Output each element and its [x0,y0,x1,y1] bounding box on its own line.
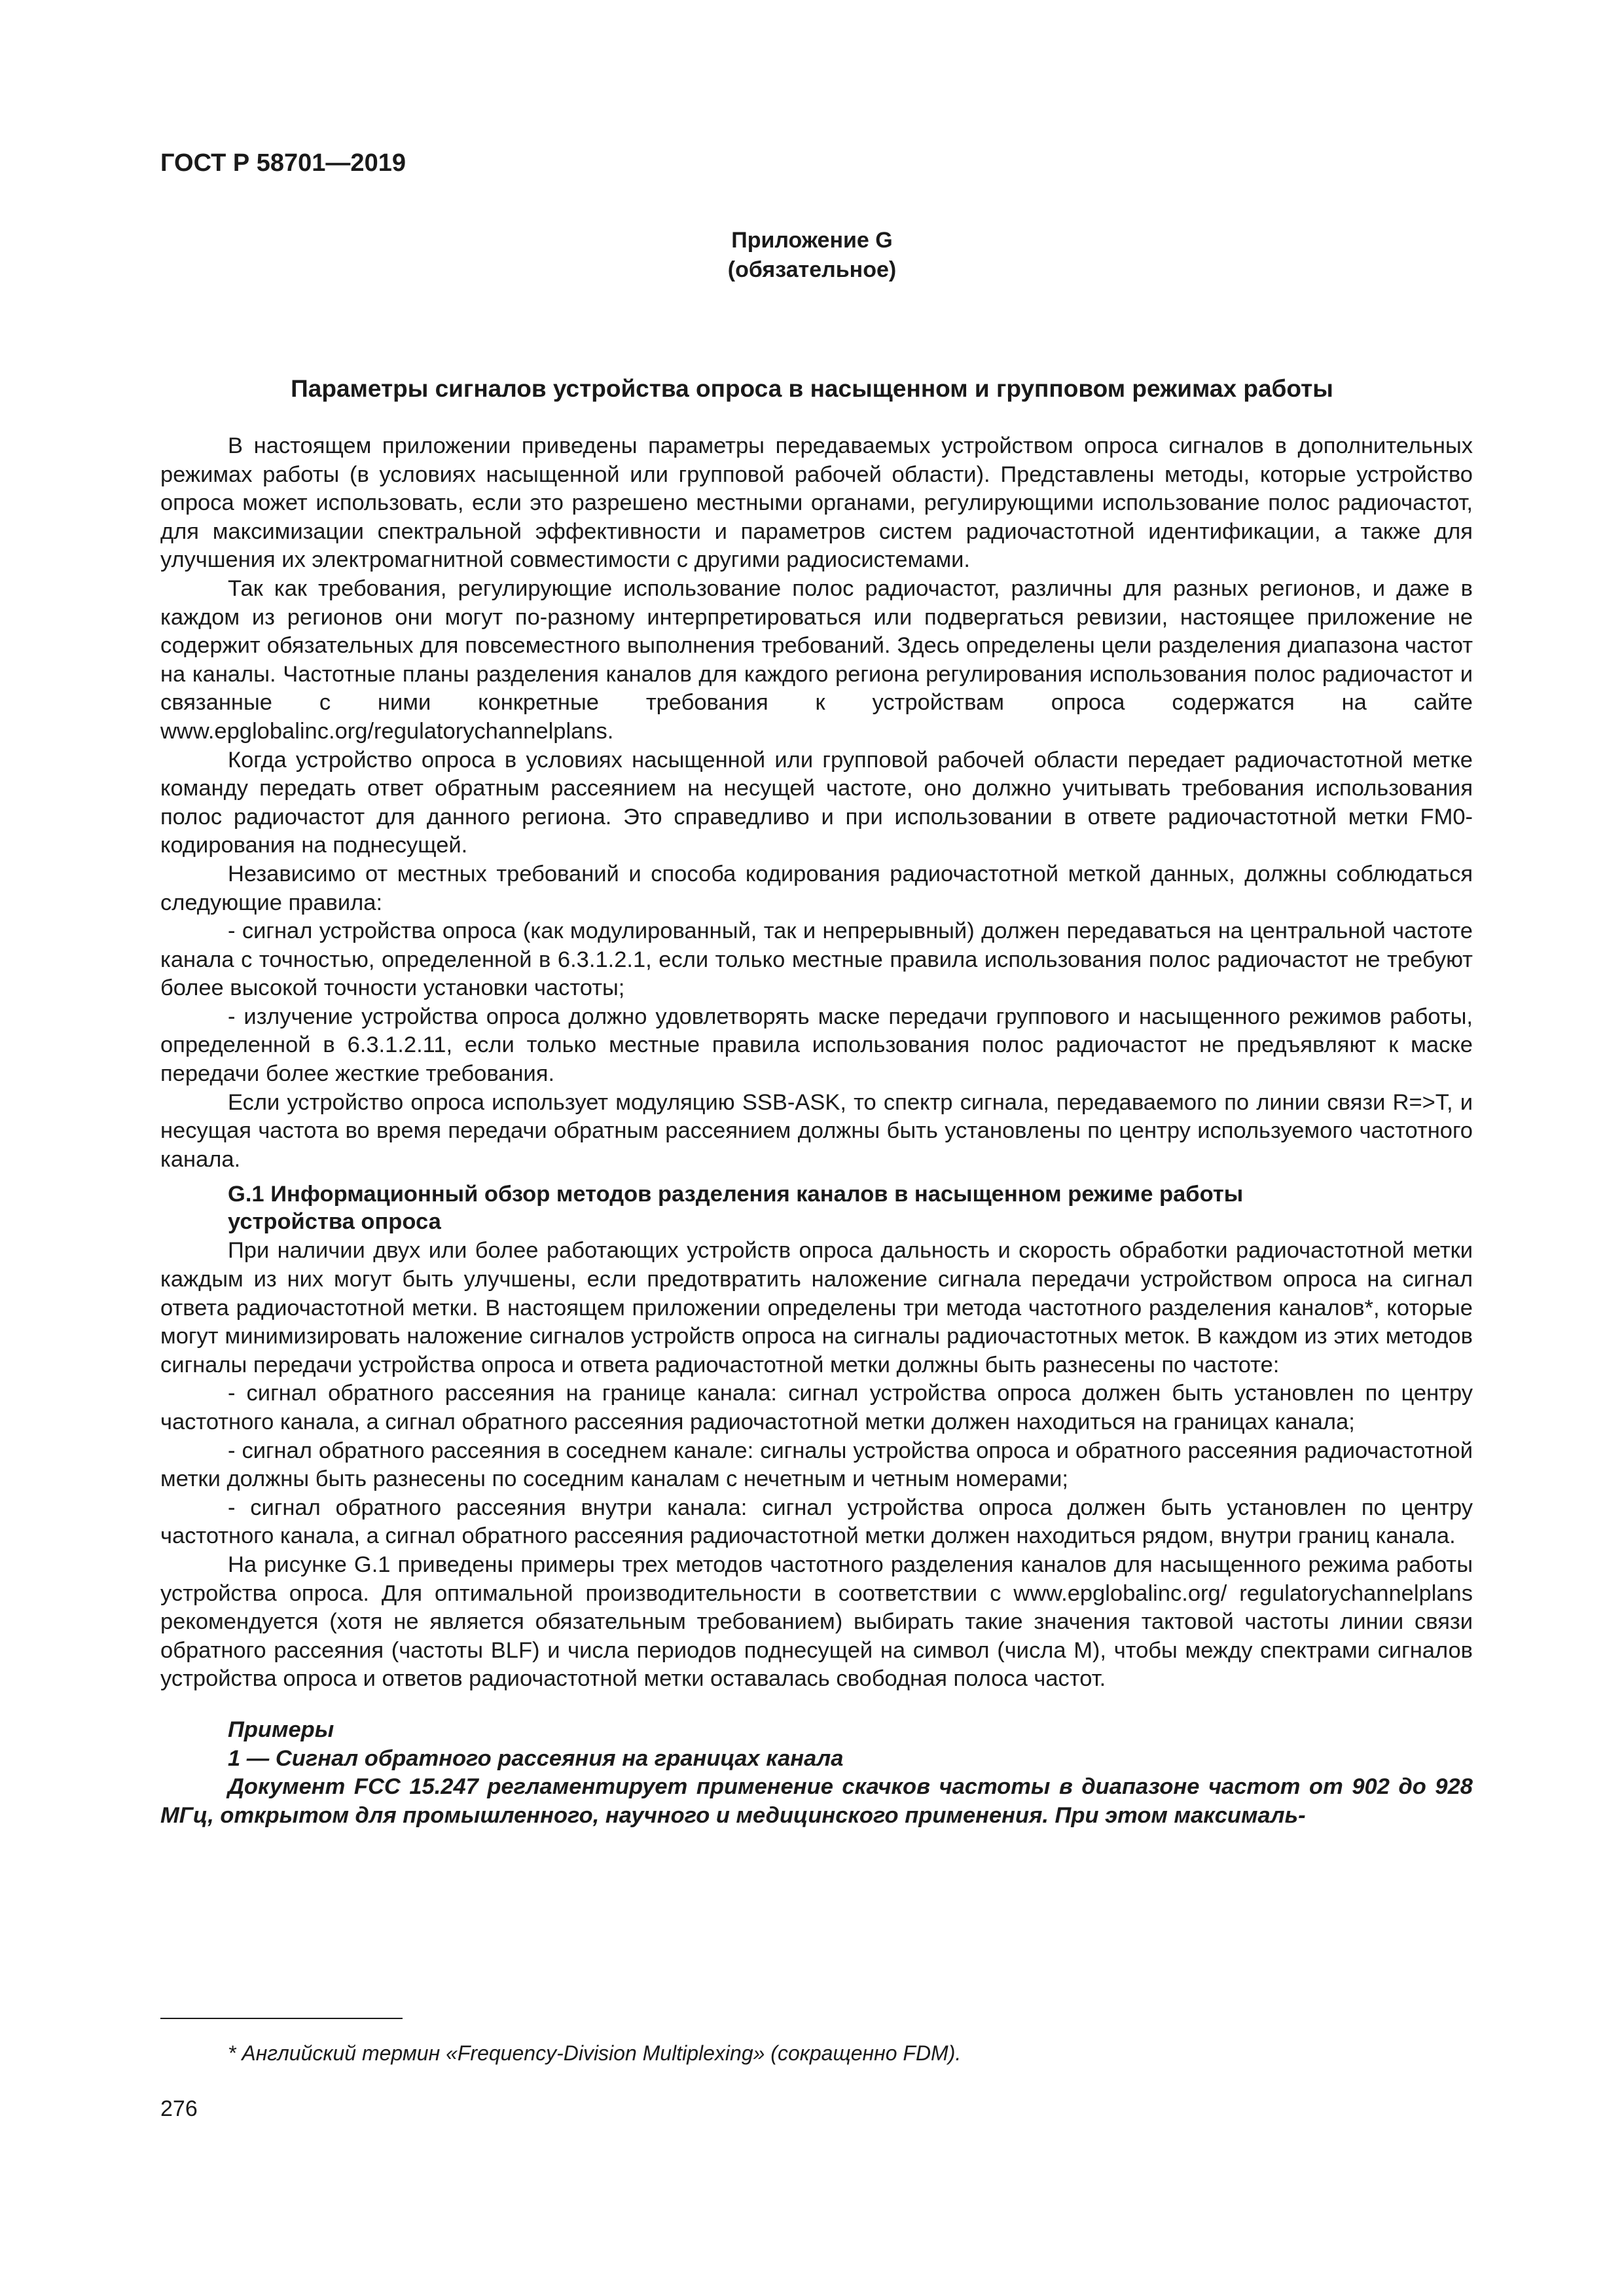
paragraph: Если устройство опроса использует модуляцию SSB-ASK, то спектр сигнала, передаваемого по линии связи R=>T, и несущая частота во время передачи обратным рассеянием должны быть установлены по центру используемого частотного канала. [160,1089,1473,1172]
paragraph: При наличии двух или более работающих устройств опроса дальность и скорость обработки радиочастотной метки каждым из них могут быть улучшены, если предотвратить наложение сигнала передачи устройством опроса на сигнал ответа радиочастотной метки. В настоящем приложении определены три метода частотного разделения каналов*, которые могут минимизировать наложение сигналов устройств опроса на сигналы радиочастотных меток. В каждом из этих методов сигналы передачи устройства опроса и ответа радиочастотной метки должны быть разнесены по частоте: [160,1238,1473,1377]
paragraph: На рисунке G.1 приведены примеры трех методов частотного разделения каналов для насыщенного режима работы устройства опроса. Для оптимальной производительности в соответствии с www.epglobalinc.org/ regulatorychannelplans рекомендуется (хотя не является обязательным требованием) выбирать такие значения тактовой частоты линии связи обратного рассеяния (частоты BLF) и числа периодов поднесущей на символ (числа M), чтобы между спектрами сигналов устройства опроса и ответов радиочастотной метки оставалась свободная полоса частот. [160,1552,1473,1692]
example-title: 1 — Сигнал обратного рассеяния на границах канала [228,1745,844,1771]
section-heading-g1 [160,1180,1473,1235]
footnote: * Английский термин «Frequency-Division Multiplexing» (сокращенно FDM). [228,2041,962,2065]
examples-heading: Примеры [228,1717,334,1742]
list-item: - сигнал обратного рассеяния в соседнем канале: сигналы устройства опроса и обратного рассеяния радиочастотной метки должны быть разнесены по соседним каналам с нечетным и четным номерами; [160,1438,1473,1492]
section-heading-line: устройства опроса [228,1209,441,1235]
paragraph: Независимо от местных требований и способа кодирования радиочастотной меткой данных, должны соблюдаться следующие правила: [160,861,1473,915]
standard-code: ГОСТ Р 58701—2019 [160,149,406,177]
list-item: - излучение устройства опроса должно удовлетворять маске передачи группового и насыщенного режимов работы, определенной в 6.3.1.2.11, если только местные правила использования полос радиочастот не предъявляют к маске передачи более жесткие требования. [160,1004,1473,1087]
annex-label: Приложение G [731,228,893,253]
list-item: - сигнал устройства опроса (как модулированный, так и непрерывный) должен передаваться на центральной частоте канала с точностью, определенной в 6.3.1.2.1, если только местные правила использования полос радиочастот не требуют более высокой точности установки частоты; [160,919,1473,1001]
body-text [160,432,1473,1830]
annex-title: Параметры сигналов устройства опроса в насыщенном и групповом режимах работы [291,375,1333,402]
footnote-divider [160,2018,403,2019]
paragraph: Когда устройство опроса в условиях насыщенной или групповой рабочей области передает радиочастотной метке команду передать ответ обратным рассеянием на несущей частоте, оно должно учитывать требования использования полос радиочастот для данного региона. Это справедливо и при использовании в ответе радиочастотной метки FM0-кодирования на поднесущей. [160,747,1473,858]
annex-status: (обязательное) [727,257,897,282]
example-text: Документ FCC 15.247 регламентирует применение скачков частоты в диапазоне частот от 902 до 928 МГц, открытом для промышленного, научного и медицинского применения. При этом максималь- [160,1774,1473,1828]
paragraph: Так как требования, регулирующие использование полос радиочастот, различны для разных регионов, и даже в каждом из регионов они могут по-разному интерпретироваться или подвергаться ревизии, настоящее приложение не содержит обязательных для повсеместного выполнения требований. Здесь определены цели разделения диапазона частот на каналы. Частотные планы разделения каналов для каждого региона регулирования использования полос радиочастот и связанные с ними конкретные требования к устройствам опроса содержатся на сайте www.epglobalinc.org/regulatorychannelplans. [160,575,1473,744]
section-heading-line: G.1 Информационный обзор методов разделения каналов в насыщенном режиме работы [228,1182,1244,1207]
list-item: - сигнал обратного рассеяния на границе канала: сигнал устройства опроса должен быть установлен по центру частотного канала, а сигнал обратного рассеяния радиочастотной метки должен находиться на границах канала; [160,1381,1473,1434]
list-item: - сигнал обратного рассеяния внутри канала: сигнал устройства опроса должен быть установлен по центру частотного канала, а сигнал обратного рассеяния радиочастотной метки должен находиться рядом, внутри границ канала. [160,1495,1473,1549]
paragraph: В настоящем приложении приведены параметры передаваемых устройством опроса сигналов в дополнительных режимах работы (в условиях насыщенной или групповой рабочей области). Представлены методы, которые устройство опроса может использовать, если это разрешено местными органами, регулирующими использование полос радиочастот, для максимизации спектральной эффективности и параметров систем радиочастотной идентификации, а также для улучшения их электромагнитной совместимости с другими радиосистемами. [160,433,1473,573]
page-number: 276 [160,2096,198,2121]
